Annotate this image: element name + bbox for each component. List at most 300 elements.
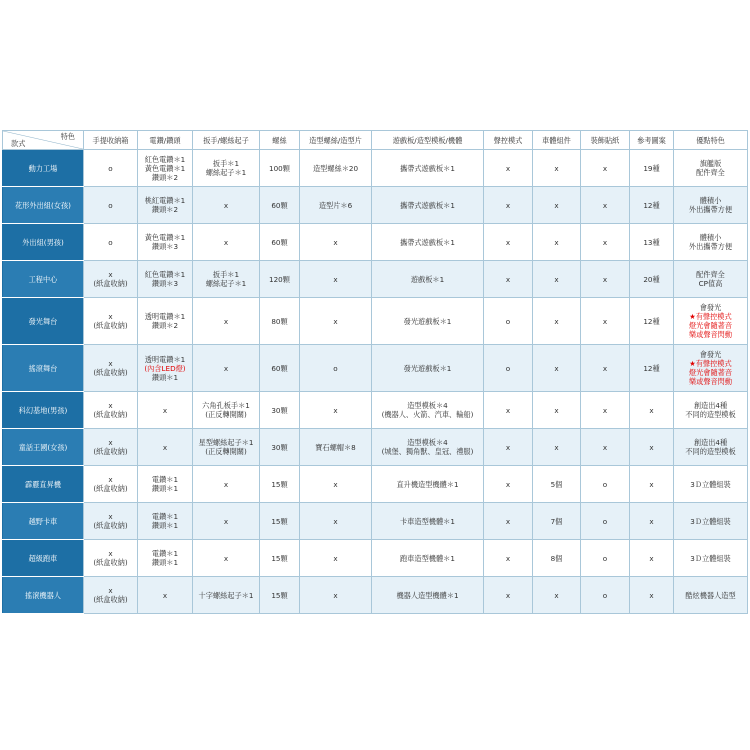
cell-text-line: 透明電鑽＊1 — [144, 312, 186, 321]
cell-text-line: 鑽頭＊1 — [151, 558, 179, 567]
cell-text-line: 造型模板＊4 — [407, 438, 448, 447]
table-cell — [533, 345, 581, 392]
table-cell — [300, 540, 372, 577]
cell-text-line: (機器人、火箭、汽車、輪船) — [381, 410, 474, 419]
header-row — [3, 131, 748, 150]
table-cell — [300, 429, 372, 466]
table-cell — [260, 187, 300, 224]
cell-text-line: 8個 — [550, 553, 563, 563]
cell-text-line: x — [602, 405, 608, 415]
cell-text-line: o — [505, 363, 511, 373]
table-cell — [193, 466, 260, 503]
cell-text-line: 配件齊全 — [696, 168, 725, 177]
table-cell — [138, 298, 193, 345]
cell-text-line: 螺絲起子＊1 — [205, 279, 247, 288]
cell-text-line: 60顆 — [271, 363, 288, 373]
cell-text-line: (紙盒收納) — [93, 368, 128, 377]
table-cell — [674, 298, 748, 345]
column-header: 遊戲板/造型模板/機體 — [372, 131, 484, 150]
cell-text-line: x — [505, 237, 511, 247]
cell-text-line: (城堡、獨角獸、皇冠、禮服) — [381, 447, 474, 456]
table-cell — [84, 261, 138, 298]
table-cell — [372, 503, 484, 540]
table-cell — [630, 466, 674, 503]
table-cell — [533, 261, 581, 298]
table-cell — [260, 466, 300, 503]
table-cell — [581, 298, 630, 345]
table-cell — [674, 503, 748, 540]
cell-text-line: 桃紅電鑽＊1 — [144, 196, 186, 205]
cell-text-line: 15顆 — [271, 479, 288, 489]
cell-text-line: x — [162, 405, 168, 415]
cell-text-line: 螺絲起子＊1 — [205, 168, 247, 177]
cell-text-line: 15顆 — [271, 516, 288, 526]
table-cell — [372, 540, 484, 577]
table-cell — [533, 224, 581, 261]
cell-text-line: 不同的造型模板 — [685, 447, 736, 456]
cell-text-line: 攜帶式遊戲板＊1 — [400, 163, 455, 173]
table-cell — [260, 577, 300, 614]
column-header: 參考圖案 — [630, 131, 674, 150]
table-cell — [581, 466, 630, 503]
cell-text-line: 配件齊全 — [696, 270, 725, 279]
table-cell — [300, 392, 372, 429]
cell-text-line: x — [223, 316, 229, 326]
cell-text-line: 外出攜帶方便 — [688, 205, 733, 214]
row-header-model-name: 童話王國(女孩) — [3, 429, 84, 466]
table-cell — [193, 150, 260, 187]
cell-text-line: (紙盒收納) — [93, 484, 128, 493]
cell-text-line: x — [505, 479, 511, 489]
table-row — [3, 392, 748, 429]
row-header-model-name: 花形外出組(女孩) — [3, 187, 84, 224]
table-cell — [260, 503, 300, 540]
cell-text-line: x — [505, 163, 511, 173]
cell-text-line: 會發光 — [699, 350, 722, 359]
table-cell — [260, 150, 300, 187]
cell-text-line: x — [333, 237, 338, 247]
table-cell — [533, 187, 581, 224]
cell-text-line: 樂或聲音閃動 — [688, 330, 733, 339]
cell-text-line: o — [602, 479, 608, 489]
cell-text-line: 跑車造型機體＊1 — [400, 553, 455, 563]
table-cell — [630, 429, 674, 466]
table-cell — [193, 224, 260, 261]
table-cell — [630, 298, 674, 345]
table-cell — [138, 540, 193, 577]
cell-text-line: x — [108, 438, 113, 447]
cell-text-line: x — [333, 553, 338, 563]
table-cell — [630, 392, 674, 429]
cell-text-line: x — [505, 200, 511, 210]
cell-text-line: (紙盒收納) — [93, 558, 128, 567]
cell-text-line: x — [649, 590, 654, 600]
cell-text-line: o — [505, 316, 511, 326]
cell-text-line: 發光遊戲板＊1 — [403, 363, 452, 373]
cell-text-line: x — [554, 200, 559, 210]
table-cell — [630, 187, 674, 224]
table-cell — [300, 503, 372, 540]
table-cell — [533, 540, 581, 577]
cell-text-line: x — [223, 479, 229, 489]
table-cell — [300, 150, 372, 187]
cell-text-line: 創造出4種 — [693, 401, 728, 410]
cell-text-line: x — [108, 270, 113, 279]
cell-text-line: 15顆 — [271, 590, 288, 600]
cell-text-line: o — [602, 553, 608, 563]
table-cell — [581, 429, 630, 466]
table-cell — [484, 150, 533, 187]
table-cell — [630, 503, 674, 540]
cell-text-line: x — [223, 516, 229, 526]
table-row — [3, 429, 748, 466]
cell-text-line: x — [649, 442, 654, 452]
table-cell — [630, 345, 674, 392]
cell-text-line: x — [108, 312, 113, 321]
table-row — [3, 150, 748, 187]
table-cell — [300, 345, 372, 392]
cell-text-line: 體積小 — [699, 196, 722, 205]
table-cell — [484, 224, 533, 261]
cell-text-line: x — [108, 549, 113, 558]
table-cell — [138, 345, 193, 392]
cell-text-line: o — [602, 516, 608, 526]
cell-text-line: 透明電鑽＊1 — [144, 354, 186, 364]
cell-text-line: x — [602, 200, 608, 210]
table-cell — [193, 540, 260, 577]
cell-text-line: x — [505, 553, 511, 563]
cell-text-line: x — [649, 479, 654, 489]
cell-text-line: x — [505, 274, 511, 284]
table-cell — [84, 392, 138, 429]
cell-text-line: x — [554, 442, 559, 452]
cell-text-line: (正反轉開關) — [205, 447, 247, 456]
table-cell — [533, 150, 581, 187]
cell-text-line: 燈光會隨著音 — [688, 321, 733, 330]
cell-text-line: 旗艦版 — [699, 159, 722, 168]
cell-text-line: 寶石螺帽＊8 — [315, 442, 356, 452]
table-cell — [138, 503, 193, 540]
cell-text-line: x — [649, 516, 654, 526]
cell-text-line: 5個 — [550, 479, 563, 489]
column-header: 車體組件 — [533, 131, 581, 150]
cell-text-line: 電鑽＊1 — [151, 475, 179, 484]
cell-text-line: x — [505, 405, 511, 415]
cell-text-line: (紙盒收納) — [93, 521, 128, 530]
table-cell — [484, 503, 533, 540]
cell-text-line: x — [602, 274, 608, 284]
table-cell — [138, 224, 193, 261]
table-cell — [372, 466, 484, 503]
table-cell — [372, 577, 484, 614]
cell-text-line: 鑽頭＊1 — [151, 484, 179, 493]
table-cell — [84, 298, 138, 345]
row-header-model-name: 工程中心 — [3, 261, 84, 298]
table-cell — [84, 187, 138, 224]
row-header-model-name: 外出組(男孩) — [3, 224, 84, 261]
table-cell — [372, 224, 484, 261]
table-cell — [372, 150, 484, 187]
product-comparison-table — [2, 130, 748, 614]
column-header: 裝飾貼紙 — [581, 131, 630, 150]
cell-text-line: 120顆 — [269, 274, 290, 284]
cell-text-line: 會發光 — [699, 303, 722, 312]
cell-text-line: 卡車造型機體＊1 — [400, 516, 455, 526]
column-header: 電鑽/鑽頭 — [138, 131, 193, 150]
column-header: 聲控模式 — [484, 131, 533, 150]
cell-text-line: x — [223, 363, 229, 373]
cell-text-line: x — [602, 163, 608, 173]
table-cell — [300, 298, 372, 345]
cell-text-line: x — [223, 553, 229, 563]
table-row — [3, 298, 748, 345]
table-cell — [84, 540, 138, 577]
row-header-model-name: 動力工場 — [3, 150, 84, 187]
cell-text-line: x — [554, 163, 559, 173]
cell-text-line: (內含LED燈) — [144, 363, 186, 373]
cell-text-line: x — [554, 590, 559, 600]
cell-text-line: 12種 — [643, 363, 660, 373]
cell-text-line: x — [162, 590, 168, 600]
table-cell — [674, 261, 748, 298]
cell-text-line: x — [554, 405, 559, 415]
corner-cell — [3, 131, 84, 150]
table-cell — [372, 392, 484, 429]
cell-text-line: 60顆 — [271, 237, 288, 247]
cell-text-line: o — [108, 200, 113, 210]
cell-text-line: 星型螺絲起子＊1 — [198, 438, 254, 447]
table-cell — [674, 392, 748, 429]
table-cell — [138, 429, 193, 466]
table-cell — [84, 577, 138, 614]
cell-text-line: x — [554, 316, 559, 326]
table-cell — [84, 150, 138, 187]
table-cell — [630, 150, 674, 187]
table-cell — [484, 261, 533, 298]
cell-text-line: 造型片＊6 — [318, 200, 353, 210]
cell-text-line: 鑽頭＊3 — [151, 242, 179, 251]
cell-text-line: 15顆 — [271, 553, 288, 563]
cell-text-line: x — [108, 359, 113, 368]
cell-text-line: x — [554, 237, 559, 247]
table-cell — [260, 298, 300, 345]
cell-text-line: (紙盒收納) — [93, 447, 128, 456]
table-cell — [193, 577, 260, 614]
cell-text-line: 造型模板＊4 — [407, 401, 448, 410]
cell-text-line: 30顆 — [271, 405, 288, 415]
table-cell — [260, 429, 300, 466]
table-cell — [674, 187, 748, 224]
table-cell — [193, 187, 260, 224]
cell-text-line: 鑽頭＊2 — [151, 321, 179, 330]
cell-text-line: 3Ｄ立體組裝 — [690, 479, 731, 489]
table-cell — [533, 298, 581, 345]
cell-text-line: 樂或聲音閃動 — [688, 377, 733, 386]
cell-text-line: 紅色電鑽＊1 — [144, 154, 186, 164]
cell-text-line: 攜帶式遊戲板＊1 — [400, 237, 455, 247]
column-header: 優點特色 — [674, 131, 748, 150]
table-cell — [581, 540, 630, 577]
table-cell — [300, 577, 372, 614]
cell-text-line: (正反轉開關) — [205, 410, 247, 419]
cell-text-line: 黃色電鑽＊1 — [144, 163, 186, 173]
table-cell — [581, 392, 630, 429]
cell-text-line: x — [649, 405, 654, 415]
cell-text-line: 30顆 — [271, 442, 288, 452]
table-cell — [581, 345, 630, 392]
cell-text-line: 鑽頭＊1 — [151, 521, 179, 530]
table-cell — [581, 150, 630, 187]
comparison-table-wrapper — [2, 130, 747, 614]
cell-text-line: x — [602, 237, 608, 247]
cell-text-line: 鑽頭＊1 — [151, 372, 179, 382]
cell-text-line: x — [162, 442, 168, 452]
table-body — [3, 150, 748, 614]
cell-text-line: ★有聲控模式 — [689, 312, 732, 321]
table-cell — [630, 261, 674, 298]
cell-text-line: (紙盒收納) — [93, 410, 128, 419]
cell-text-line: x — [602, 316, 608, 326]
cell-text-line: x — [223, 200, 229, 210]
cell-text-line: x — [108, 475, 113, 484]
table-cell — [84, 429, 138, 466]
cell-text-line: 黃色電鑽＊1 — [144, 233, 186, 242]
table-cell — [674, 429, 748, 466]
table-cell — [260, 224, 300, 261]
table-cell — [484, 466, 533, 503]
table-cell — [484, 392, 533, 429]
cell-text-line: 60顆 — [271, 200, 288, 210]
table-cell — [484, 577, 533, 614]
cell-text-line: o — [333, 363, 338, 373]
cell-text-line: 80顆 — [271, 316, 288, 326]
cell-text-line: 鑽頭＊2 — [151, 205, 179, 214]
cell-text-line: x — [108, 512, 113, 521]
cell-text-line: 遊戲板＊1 — [410, 274, 445, 284]
table-row — [3, 577, 748, 614]
cell-text-line: 3Ｄ立體組裝 — [690, 553, 731, 563]
cell-text-line: x — [333, 405, 338, 415]
table-row — [3, 345, 748, 392]
cell-text-line: 電鑽＊1 — [151, 549, 179, 558]
cell-text-line: 12種 — [643, 316, 660, 326]
table-cell — [484, 345, 533, 392]
cell-text-line: x — [108, 586, 113, 595]
cell-text-line: 六角孔板手＊1 — [202, 401, 250, 410]
cell-text-line: o — [108, 237, 113, 247]
cell-text-line: x — [333, 516, 338, 526]
cell-text-line: (紙盒收納) — [93, 321, 128, 330]
table-cell — [533, 466, 581, 503]
cell-text-line: 19種 — [643, 163, 660, 173]
table-cell — [630, 224, 674, 261]
table-cell — [674, 577, 748, 614]
corner-feature-label: 特色 — [60, 132, 75, 141]
table-cell — [484, 187, 533, 224]
row-header-model-name: 搖滾機器人 — [3, 577, 84, 614]
table-cell — [533, 503, 581, 540]
table-row — [3, 261, 748, 298]
cell-text-line: 體積小 — [699, 233, 722, 242]
cell-text-line: x — [505, 590, 511, 600]
table-cell — [630, 540, 674, 577]
table-cell — [193, 392, 260, 429]
cell-text-line: x — [649, 553, 654, 563]
column-header: 手提收納箱 — [84, 131, 138, 150]
table-cell — [581, 224, 630, 261]
cell-text-line: 13種 — [643, 237, 660, 247]
cell-text-line: 電鑽＊1 — [151, 512, 179, 521]
row-header-model-name: 霹靂直昇機 — [3, 466, 84, 503]
cell-text-line: (紙盒收納) — [93, 595, 128, 604]
table-cell — [581, 261, 630, 298]
cell-text-line: 不同的造型模板 — [685, 410, 736, 419]
cell-text-line: 12種 — [643, 200, 660, 210]
cell-text-line: CP值高 — [698, 279, 723, 288]
table-cell — [84, 224, 138, 261]
table-cell — [193, 345, 260, 392]
cell-text-line: x — [108, 401, 113, 410]
table-cell — [372, 298, 484, 345]
column-header: 螺絲 — [260, 131, 300, 150]
table-cell — [193, 298, 260, 345]
row-header-model-name: 超級跑車 — [3, 540, 84, 577]
table-cell — [138, 150, 193, 187]
table-cell — [533, 429, 581, 466]
cell-text-line: x — [333, 590, 338, 600]
cell-text-line: x — [223, 237, 229, 247]
cell-text-line: (紙盒收納) — [93, 279, 128, 288]
column-header: 造型螺絲/造型片 — [300, 131, 372, 150]
cell-text-line: 創造出4種 — [693, 438, 728, 447]
table-cell — [84, 345, 138, 392]
row-header-model-name: 發光舞台 — [3, 298, 84, 345]
row-header-model-name: 科幻基地(男孩) — [3, 392, 84, 429]
cell-text-line: 扳手＊1 — [212, 159, 240, 168]
table-cell — [533, 392, 581, 429]
table-cell — [138, 261, 193, 298]
table-cell — [372, 261, 484, 298]
cell-text-line: 鑽頭＊3 — [151, 279, 179, 288]
cell-text-line: 攜帶式遊戲板＊1 — [400, 200, 455, 210]
table-cell — [581, 577, 630, 614]
cell-text-line: 機器人造型機體＊1 — [396, 590, 459, 600]
cell-text-line: o — [602, 590, 608, 600]
table-cell — [300, 224, 372, 261]
cell-text-line: 十字螺絲起子＊1 — [198, 590, 254, 600]
cell-text-line: 扳手＊1 — [212, 270, 240, 279]
cell-text-line: x — [333, 479, 338, 489]
table-cell — [84, 503, 138, 540]
cell-text-line: 直升機造型機體＊1 — [396, 479, 459, 489]
table-cell — [533, 577, 581, 614]
cell-text-line: x — [554, 363, 559, 373]
table-row — [3, 224, 748, 261]
cell-text-line: o — [108, 163, 113, 173]
table-cell — [84, 466, 138, 503]
cell-text-line: x — [554, 274, 559, 284]
table-cell — [484, 429, 533, 466]
table-cell — [372, 187, 484, 224]
table-cell — [193, 503, 260, 540]
row-header-model-name: 越野卡車 — [3, 503, 84, 540]
table-cell — [300, 187, 372, 224]
cell-text-line: x — [505, 442, 511, 452]
table-cell — [484, 298, 533, 345]
table-cell — [581, 187, 630, 224]
cell-text-line: x — [505, 516, 511, 526]
cell-text-line: 7個 — [550, 516, 563, 526]
